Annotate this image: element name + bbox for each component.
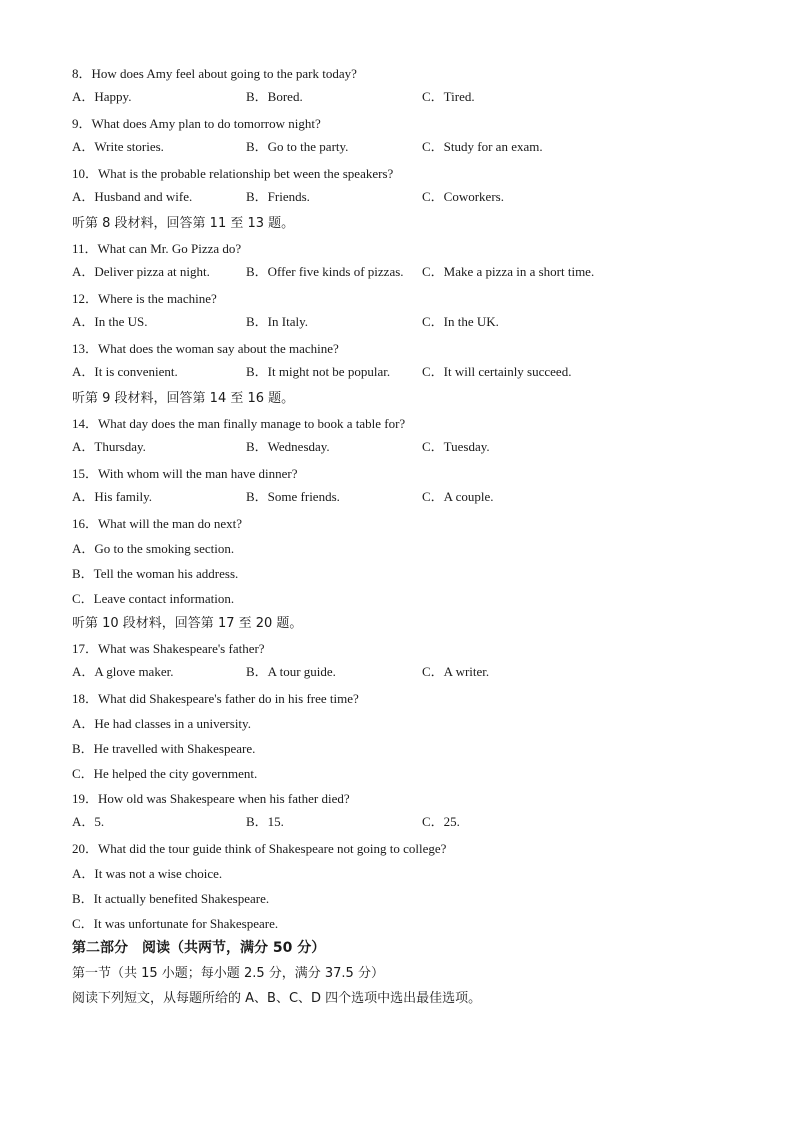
answer-option: A．Write stories. bbox=[72, 139, 164, 154]
question-stem: 18．What did Shakespeare's father do in his free time? bbox=[72, 691, 359, 706]
answer-option: A．In the US. bbox=[72, 314, 148, 329]
question-stem: 15．With whom will the man have dinner? bbox=[72, 466, 298, 481]
question-stem: 11．What can Mr. Go Pizza do? bbox=[72, 241, 242, 256]
option-row bbox=[72, 436, 722, 461]
answer-option: B．Bored. bbox=[246, 89, 303, 104]
answer-option: C．It was unfortunate for Shakespeare. bbox=[72, 916, 279, 931]
answer-option: B．In Italy. bbox=[246, 314, 308, 329]
answer-option: B．It actually benefited Shakespeare. bbox=[72, 891, 270, 906]
answer-option: B．Some friends. bbox=[246, 489, 340, 504]
answer-option: A．Deliver pizza at night. bbox=[72, 264, 210, 279]
option-row bbox=[72, 186, 722, 211]
section-instruction: 听第 9 段材料，回答第 14 至 16 题。 bbox=[72, 391, 295, 406]
answer-option: C．Coworkers. bbox=[422, 189, 504, 204]
answer-option: C．25. bbox=[422, 814, 460, 829]
question-stem: 9．What does Amy plan to do tomorrow night? bbox=[72, 116, 321, 131]
answer-option: C．A couple. bbox=[422, 489, 494, 504]
answer-option: A．Go to the smoking section. bbox=[72, 541, 235, 556]
answer-option: A．It was not a wise choice. bbox=[72, 866, 223, 881]
question-stem: 17．What was Shakespeare's father? bbox=[72, 641, 265, 656]
option-row bbox=[72, 86, 722, 111]
answer-option: A．His family. bbox=[72, 489, 153, 504]
section-one-subheading: 第一节（共 15 小题；每小题 2.5 分，满分 37.5 分） bbox=[72, 966, 384, 981]
answer-option: C．It will certainly succeed. bbox=[422, 364, 572, 379]
question-stem: 12．Where is the machine? bbox=[72, 291, 217, 306]
answer-option: C．He helped the city government. bbox=[72, 766, 258, 781]
answer-option: A．It is convenient. bbox=[72, 364, 178, 379]
question-stem: 20．What did the tour guide think of Shakespeare not going to college? bbox=[72, 841, 447, 856]
answer-option: B．A tour guide. bbox=[246, 664, 336, 679]
answer-option: B．It might not be popular. bbox=[246, 364, 391, 379]
option-row bbox=[72, 486, 722, 511]
question-stem: 16．What will the man do next? bbox=[72, 516, 243, 531]
option-row bbox=[72, 661, 722, 686]
answer-option: B．He travelled with Shakespeare. bbox=[72, 741, 256, 756]
answer-option: A．He had classes in a university. bbox=[72, 716, 251, 731]
answer-option: C．A writer. bbox=[422, 664, 490, 679]
question-stem: 10．What is the probable relationship bet ween the speakers? bbox=[72, 166, 394, 181]
answer-option: B．Go to the party. bbox=[246, 139, 349, 154]
question-stem: 8．How does Amy feel about going to the park today? bbox=[72, 66, 357, 81]
option-row bbox=[72, 811, 722, 836]
section-instruction: 听第 10 段材料，回答第 17 至 20 题。 bbox=[72, 616, 303, 631]
question-stem: 19．How old was Shakespeare when his father died? bbox=[72, 791, 350, 806]
answer-option: B．Friends. bbox=[246, 189, 310, 204]
reading-instruction: 阅读下列短文，从每题所给的 A、B、C、D 四个选项中选出最佳选项。 bbox=[72, 991, 482, 1006]
answer-option: C．Leave contact information. bbox=[72, 591, 235, 606]
answer-option: C．Tuesday. bbox=[422, 439, 490, 454]
answer-option: B．Wednesday. bbox=[246, 439, 330, 454]
answer-option: A．Happy. bbox=[72, 89, 132, 104]
answer-option: A．5. bbox=[72, 814, 105, 829]
answer-option: B．Offer five kinds of pizzas. bbox=[246, 264, 404, 279]
option-row bbox=[72, 261, 722, 286]
option-row bbox=[72, 136, 722, 161]
answer-option: B．15. bbox=[246, 814, 284, 829]
question-stem: 14．What day does the man finally manage to book a table for? bbox=[72, 416, 406, 431]
answer-option: C．Make a pizza in a short time. bbox=[422, 264, 595, 279]
section-instruction: 听第 8 段材料，回答第 11 至 13 题。 bbox=[72, 216, 295, 231]
answer-option: C．In the UK. bbox=[422, 314, 499, 329]
answer-option: A．Thursday. bbox=[72, 439, 146, 454]
answer-option: C．Tired. bbox=[422, 89, 475, 104]
part-two-heading: 第二部分 阅读（共两节，满分 50 分） bbox=[72, 940, 326, 956]
answer-option: C．Study for an exam. bbox=[422, 139, 543, 154]
question-stem: 13．What does the woman say about the machine? bbox=[72, 341, 339, 356]
question-list bbox=[72, 61, 722, 936]
answer-option: A．A glove maker. bbox=[72, 664, 174, 679]
answer-option: B．Tell the woman his address. bbox=[72, 566, 239, 581]
answer-option: A．Husband and wife. bbox=[72, 189, 193, 204]
exam-page bbox=[72, 61, 722, 1011]
option-row bbox=[72, 311, 722, 336]
option-row bbox=[72, 361, 722, 386]
